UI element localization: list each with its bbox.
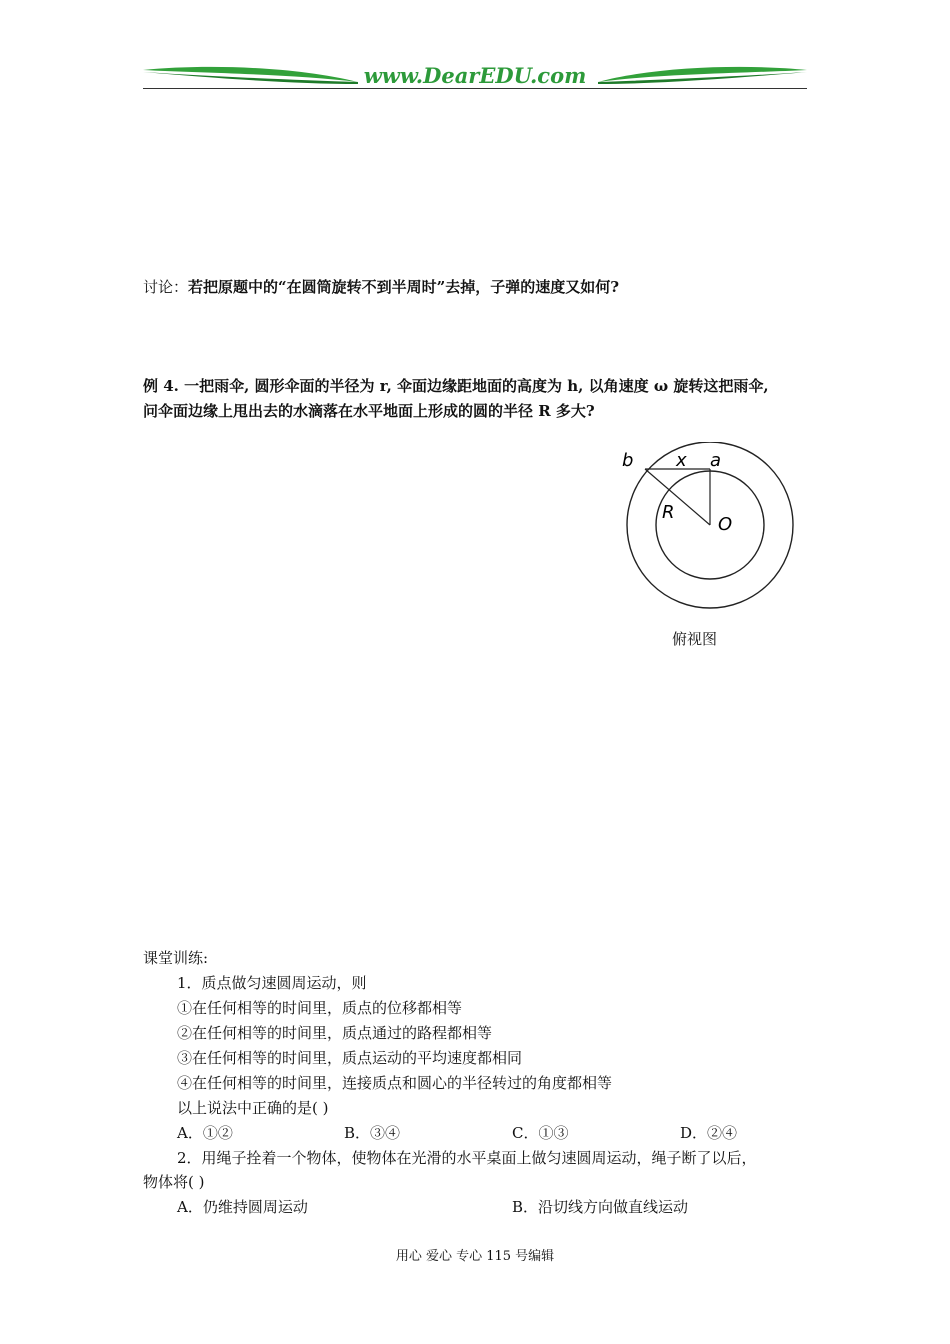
q1-statement-1: ①在任何相等的时间里，质点的位移都相等 (177, 999, 463, 1017)
radius-line-R (645, 469, 710, 525)
q1-option-d: D．②④ (680, 1124, 738, 1142)
discussion-text: 若把原题中的“在圆筒旋转不到半周时”去掉，子弹的速度又如何? (188, 278, 620, 296)
q1-option-c: C．①③ (512, 1124, 569, 1142)
header-rule (143, 88, 807, 89)
discussion-line (143, 276, 619, 298)
label-O: O (718, 514, 733, 535)
practice-heading: 课堂训练: (143, 949, 209, 967)
label-x: x (676, 450, 687, 471)
q1-statement-3: ③在任何相等的时间里，质点运动的平均速度都相同 (177, 1049, 523, 1067)
top-view-figure (618, 442, 803, 617)
q1-prompt: 以上说法中正确的是( ) (177, 1099, 329, 1117)
q1-stem: 1．质点做匀速圆周运动，则 (177, 974, 367, 992)
q2-stem-line2: 物体将( ) (143, 1173, 205, 1191)
q2-option-b: B．沿切线方向做直线运动 (512, 1198, 689, 1216)
discussion-label: 讨论： (143, 278, 189, 296)
example4-line2: 问伞面边缘上甩出去的水滴落在水平地面上形成的圆的半径 R 多大? (143, 402, 595, 420)
top-view-diagram (618, 442, 803, 617)
figure-caption: 俯视图 (672, 630, 718, 648)
q1-statement-2: ②在任何相等的时间里，质点通过的路程都相等 (177, 1024, 493, 1042)
page-footer: 用心 爱心 专心 115 号编辑 (395, 1249, 555, 1264)
q1-statement-4: ④在任何相等的时间里，连接质点和圆心的半径转过的角度都相等 (177, 1074, 613, 1092)
label-b: b (622, 450, 634, 471)
q2-option-a: A．仍维持圆周运动 (177, 1198, 308, 1216)
example4-line1: 例 4. 一把雨伞, 圆形伞面的半径为 r, 伞面边缘距地面的高度为 h, 以角速度 ω 旋转这把雨伞, (143, 377, 769, 395)
q1-option-b: B．③④ (344, 1124, 401, 1142)
brand-logo-text: www.DearEDU.com (363, 63, 587, 88)
q2-stem-line1: 2．用绳子拴着一个物体，使物体在光滑的水平桌面上做匀速圆周运动，绳子断了以后， (177, 1149, 757, 1167)
label-a: a (710, 450, 722, 471)
q1-option-a: A．①② (177, 1124, 233, 1142)
label-R: R (662, 502, 675, 523)
